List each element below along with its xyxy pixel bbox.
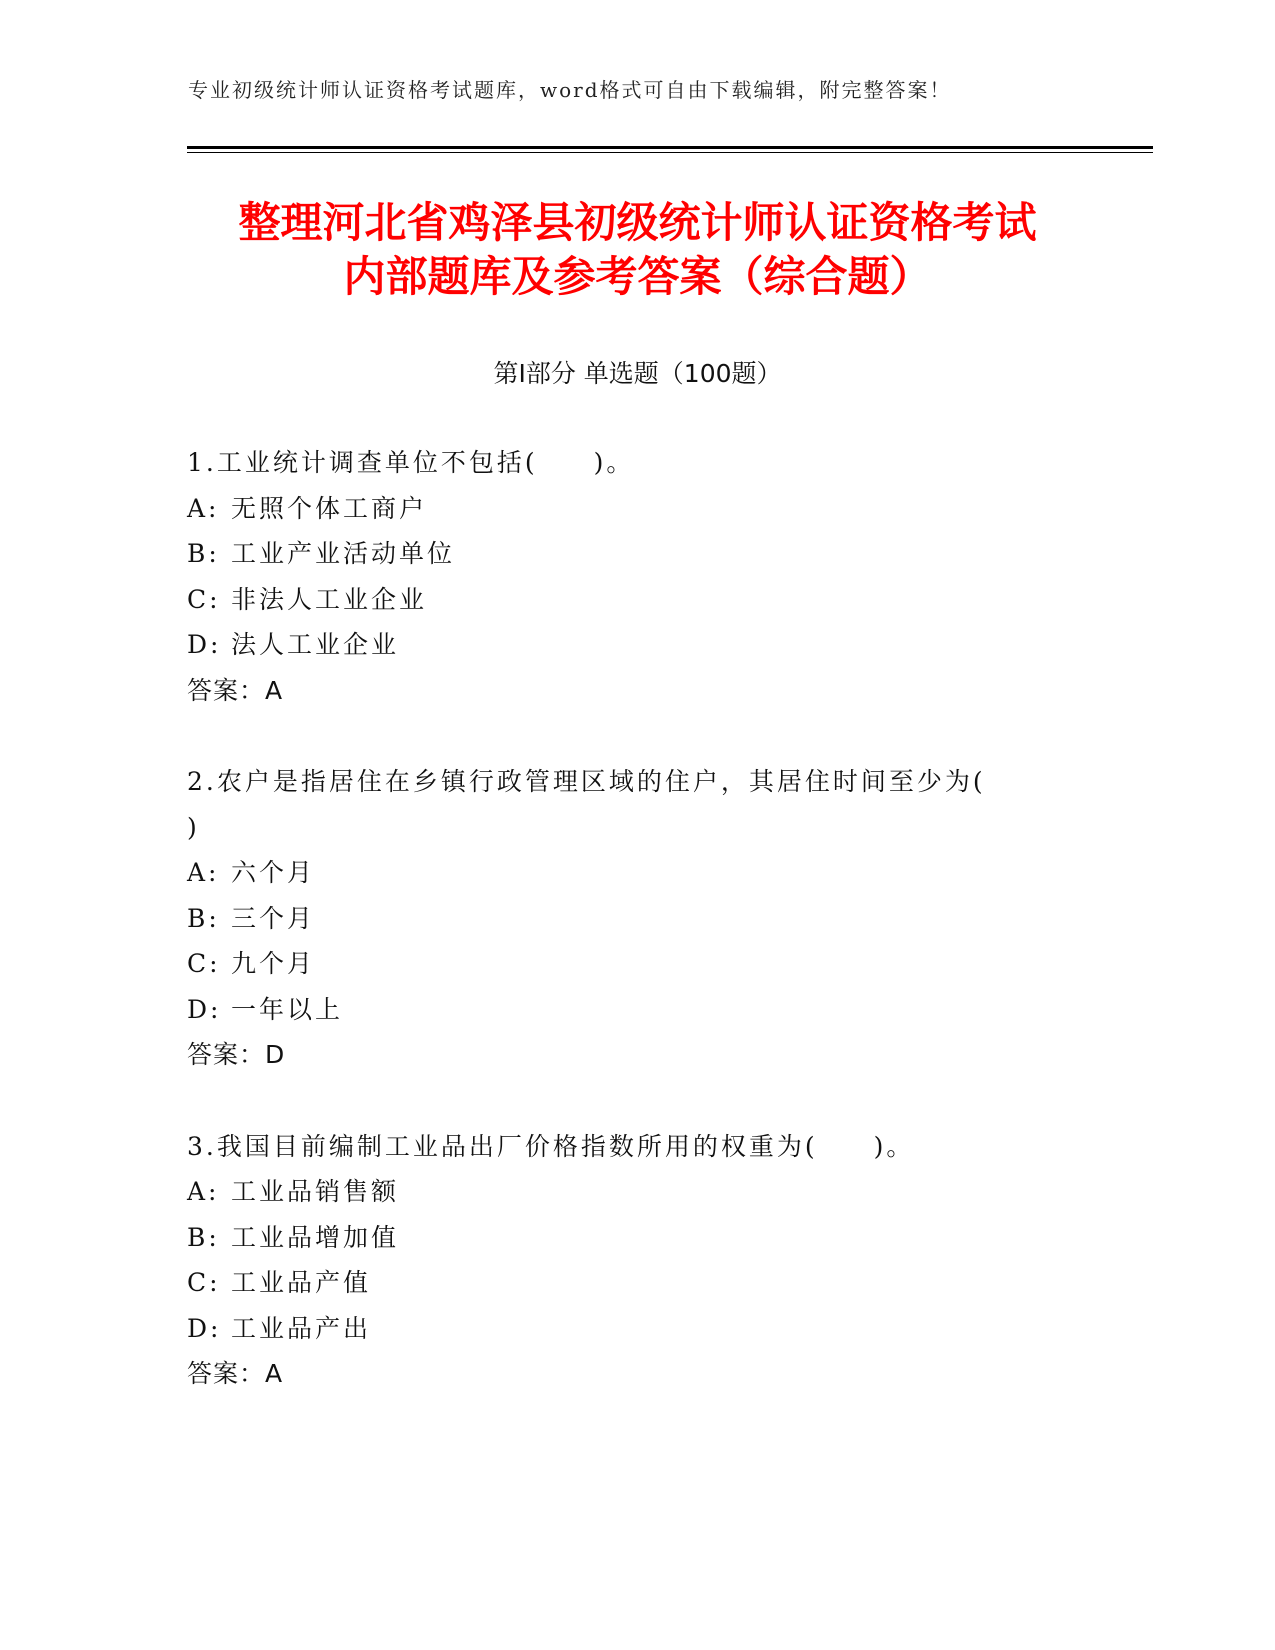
option-letter: C: (187, 1268, 221, 1297)
option-b (187, 1215, 1067, 1261)
option-text: 九个月 (231, 949, 316, 978)
option-letter: D: (187, 994, 222, 1024)
header-rule-thick (187, 146, 1153, 149)
option-b (187, 896, 1067, 942)
question-3 (187, 1124, 1067, 1397)
document-title (140, 196, 1135, 304)
option-d (187, 987, 1067, 1033)
answer-line: 答案：A (187, 675, 284, 705)
option-text: 工业产业活动单位 (231, 539, 456, 568)
option-letter: D: (187, 630, 222, 659)
question-list (187, 440, 1067, 1443)
option-b (187, 531, 1067, 577)
option-text: 法人工业企业 (231, 630, 400, 659)
option-c (187, 941, 1067, 987)
option-c (187, 1260, 1067, 1306)
option-letter: B: (187, 539, 220, 568)
option-a (187, 850, 1067, 896)
option-d (187, 1306, 1067, 1352)
option-text: 工业品产值 (231, 1268, 372, 1297)
option-letter: A: (187, 1177, 220, 1206)
option-c (187, 577, 1067, 623)
question-1 (187, 440, 1067, 713)
option-letter: C: (187, 949, 221, 978)
document-title-line-2: 内部题库及参考答案（综合题） (343, 252, 932, 301)
answer-line: 答案：D (187, 1040, 286, 1069)
option-text: 工业品销售额 (231, 1177, 400, 1206)
question-stem: 2.农户是指居住在乡镇行政管理区域的住户，其居住时间至少为( ) (187, 767, 1042, 842)
answer-line: 答案：A (187, 1359, 284, 1388)
option-letter: A: (187, 493, 220, 523)
option-letter: B: (187, 903, 220, 933)
option-d (187, 622, 1067, 668)
option-text: 六个月 (231, 858, 316, 887)
option-letter: C: (187, 584, 221, 614)
option-text: 三个月 (231, 903, 316, 933)
option-a (187, 1169, 1067, 1215)
question-stem: 1.工业统计调查单位不包括( )。 (187, 448, 635, 477)
question-2 (187, 759, 1067, 1078)
option-letter: A: (187, 858, 220, 887)
question-stem: 3.我国目前编制工业品出厂价格指数所用的权重为( )。 (187, 1131, 915, 1161)
header-rule-thin (187, 152, 1153, 153)
option-text: 工业品产出 (231, 1313, 372, 1343)
section-title: 第Ⅰ部分 单选题（100题） (493, 359, 782, 388)
option-letter: B: (187, 1222, 220, 1252)
option-text: 无照个体工商户 (231, 493, 428, 523)
option-text: 工业品增加值 (231, 1222, 400, 1252)
document-title-line-1: 整理河北省鸡泽县初级统计师认证资格考试 (238, 198, 1037, 247)
option-letter: D: (187, 1313, 222, 1343)
header-note: 专业初级统计师认证资格考试题库，word格式可自由下载编辑，附完整答案！ (188, 78, 952, 102)
option-text: 非法人工业企业 (231, 584, 428, 614)
option-text: 一年以上 (231, 994, 344, 1024)
option-a (187, 486, 1067, 532)
